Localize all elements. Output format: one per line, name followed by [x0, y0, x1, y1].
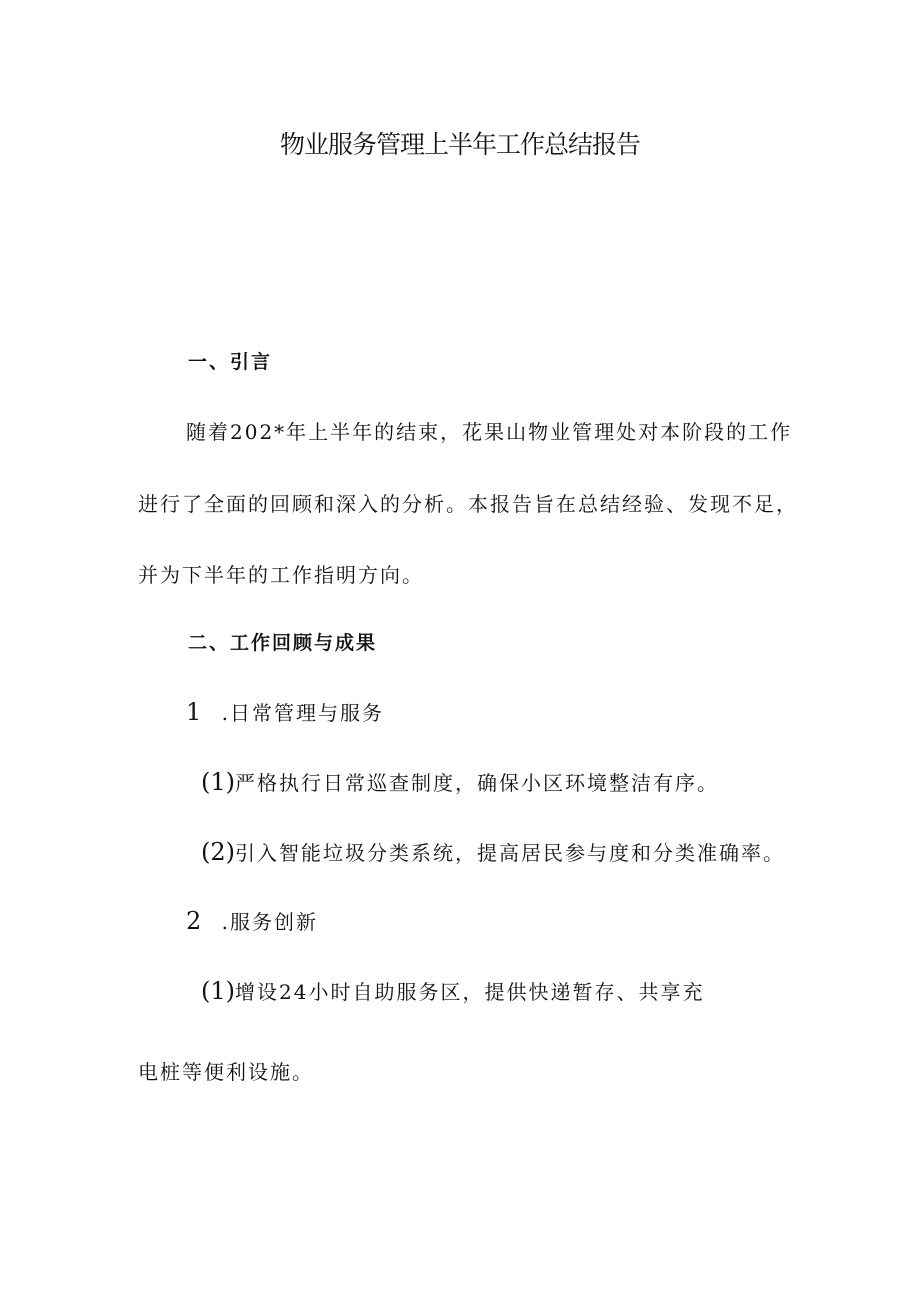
- list-item-text: 增设24小时自助服务区，提供快递暂存、共享充: [235, 980, 705, 1004]
- subsection-label: .服务创新: [221, 910, 318, 934]
- document-title: 物业服务管理上半年工作总结报告: [279, 130, 640, 159]
- list-item-continuation: 电桩等便利设施。: [138, 1060, 314, 1084]
- intro-paragraph-line-1: 随着202*年上半年的结束，花果山物业管理处对本阶段的工作: [186, 420, 793, 444]
- list-item: [201, 976, 704, 1007]
- intro-paragraph-line-3: 并为下半年的工作指明方向。: [138, 563, 424, 587]
- list-item-marker: (1): [201, 977, 235, 1005]
- list-item-marker: (2): [201, 838, 235, 866]
- list-item: [201, 837, 785, 868]
- subsection-number: 1: [186, 698, 202, 726]
- list-item-text: 严格执行日常巡查制度，确保小区环境整洁有序。: [235, 771, 719, 795]
- section-heading-review: 二、工作回顾与成果: [188, 632, 378, 654]
- subsection-label: .日常管理与服务: [221, 701, 384, 725]
- subsection-heading-daily-management: [186, 697, 384, 728]
- list-item-marker: (1): [201, 768, 235, 796]
- subsection-number: 2: [186, 907, 202, 935]
- list-item-text: 引入智能垃圾分类系统，提高居民参与度和分类准确率。: [235, 841, 785, 865]
- intro-paragraph-line-2: 进行了全面的回顾和深入的分析。本报告旨在总结经验、发现不足，: [138, 492, 798, 516]
- section-heading-introduction: 一、引言: [188, 351, 273, 373]
- subsection-heading-service-innovation: [186, 906, 318, 937]
- list-item: [201, 767, 719, 798]
